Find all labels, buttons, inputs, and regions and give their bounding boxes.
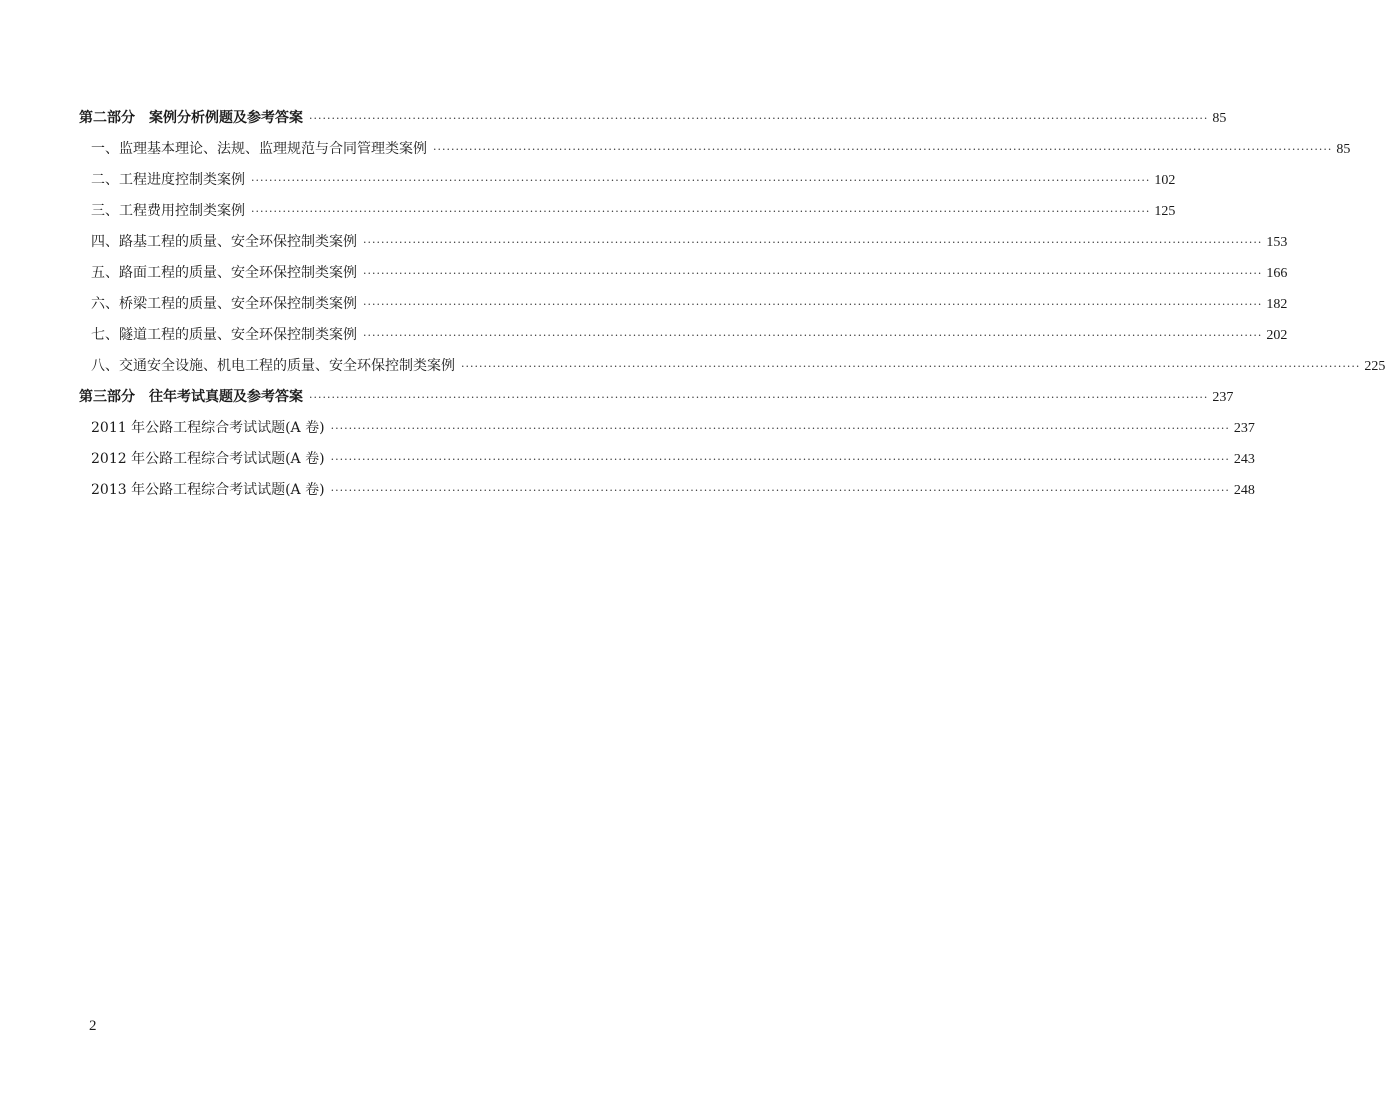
dot-leader: ········································································································································································································ [363,267,1263,280]
dot-leader: ········································································································································································································ [363,236,1263,249]
toc-entry[interactable] [79,137,1351,168]
dot-leader: ········································································································································································································ [461,360,1361,373]
toc-entry-title: 四、路基工程的质量、安全环保控制类案例 [91,234,357,250]
toc-entry[interactable] [79,354,1385,385]
toc-entry-title: 七、隧道工程的质量、安全环保控制类案例 [91,327,357,343]
page-number: 2 [89,1018,97,1034]
dot-leader: ········································································································································································································ [251,174,1151,187]
toc-entry-title: 三、工程费用控制类案例 [91,203,245,219]
toc-entry[interactable] [79,168,1176,199]
dot-leader: ········································································································································································································ [309,391,1209,404]
dot-leader: ········································································································································································································ [251,205,1151,218]
dot-leader: ········································································································································································································ [363,329,1263,342]
toc-entry-title: 八、交通安全设施、机电工程的质量、安全环保控制类案例 [91,358,455,374]
toc-entry-page: 237 [1233,421,1255,436]
toc-entry[interactable] [79,106,1227,137]
toc-entry-page: 85 [1212,111,1227,126]
toc-entry[interactable] [79,416,1255,447]
toc-entry-page: 166 [1266,266,1288,281]
dot-leader: ········································································································································································································ [330,453,1230,466]
toc-entry-title: 2012 年公路工程综合考试试题(A 卷) [91,451,325,467]
dot-leader: ········································································································································································································ [330,422,1230,435]
toc-entry-page: 102 [1154,173,1176,188]
table-of-contents [79,106,1385,509]
toc-entry-page: 248 [1233,483,1255,498]
toc-entry[interactable] [79,199,1176,230]
toc-entry-page: 237 [1212,390,1234,405]
toc-entry[interactable] [79,261,1288,292]
toc-entry-page: 153 [1266,235,1288,250]
toc-entry-page: 85 [1336,142,1351,157]
toc-entry-page: 125 [1154,204,1176,219]
toc-entry-page: 202 [1266,328,1288,343]
dot-leader: ········································································································································································································ [433,143,1333,156]
toc-entry[interactable] [79,447,1255,478]
toc-entry-title: 2013 年公路工程综合考试试题(A 卷) [91,482,325,498]
toc-entry[interactable] [79,323,1288,354]
toc-entry-title: 二、工程进度控制类案例 [91,172,245,188]
toc-entry-title: 六、桥梁工程的质量、安全环保控制类案例 [91,296,357,312]
toc-entry-page: 182 [1266,297,1288,312]
toc-entry[interactable] [79,292,1288,323]
toc-entry-title: 第三部分 往年考试真题及参考答案 [79,389,303,405]
toc-entry-title: 2011 年公路工程综合考试试题(A 卷) [91,420,325,436]
toc-entry[interactable] [79,230,1288,261]
toc-entry-page: 225 [1364,359,1385,374]
toc-entry-page: 243 [1233,452,1255,467]
toc-entry[interactable] [79,385,1234,416]
toc-entry-title: 第二部分 案例分析例题及参考答案 [79,110,303,126]
dot-leader: ········································································································································································································ [363,298,1263,311]
toc-entry[interactable] [79,478,1255,509]
dot-leader: ········································································································································································································ [309,112,1209,125]
toc-entry-title: 五、路面工程的质量、安全环保控制类案例 [91,265,357,281]
toc-entry-title: 一、监理基本理论、法规、监理规范与合同管理类案例 [91,141,427,157]
dot-leader: ········································································································································································································ [330,484,1230,497]
